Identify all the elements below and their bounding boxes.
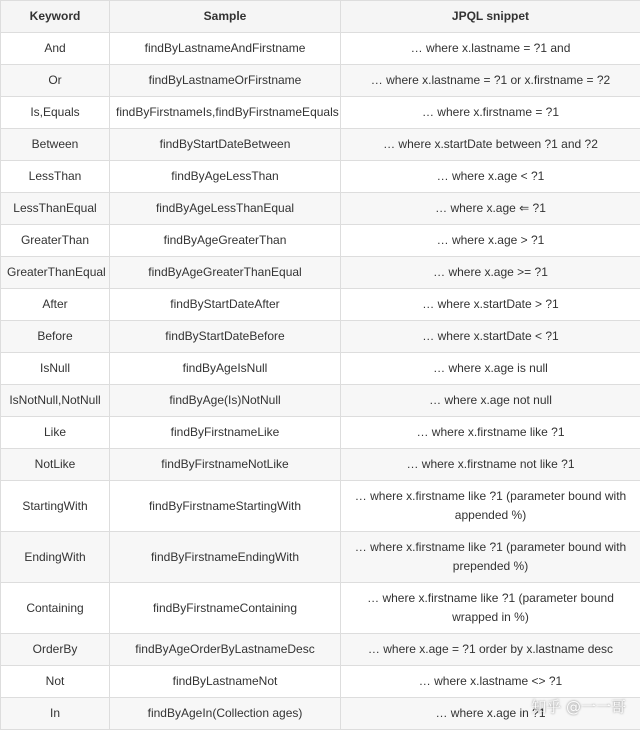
jpql-cell: … where x.age is null xyxy=(341,353,640,385)
jpql-cell: … where x.age ⇐ ?1 xyxy=(341,193,640,225)
jpql-cell: … where x.age = ?1 order by x.lastname desc xyxy=(341,634,640,666)
header-jpql: JPQL snippet xyxy=(341,1,640,33)
keyword-cell: NotLike xyxy=(1,449,110,481)
keyword-cell: Is,Equals xyxy=(1,97,110,129)
keyword-cell: GreaterThanEqual xyxy=(1,257,110,289)
keyword-cell: Containing xyxy=(1,583,110,634)
header-sample: Sample xyxy=(110,1,341,33)
jpql-cell: … where x.firstname not like ?1 xyxy=(341,449,640,481)
table-row xyxy=(1,666,640,698)
keyword-cell: Not xyxy=(1,666,110,698)
keyword-cell: Before xyxy=(1,321,110,353)
sample-cell: findByAgeGreaterThanEqual xyxy=(110,257,341,289)
sample-cell: findByFirstnameEndingWith xyxy=(110,532,341,583)
table-row xyxy=(1,532,640,583)
sample-cell: findByFirstnameContaining xyxy=(110,583,341,634)
table-row xyxy=(1,33,640,65)
table-row xyxy=(1,417,640,449)
table-row xyxy=(1,321,640,353)
jpql-cell: … where x.firstname like ?1 (parameter bound wrapped in %) xyxy=(341,583,640,634)
keyword-cell: LessThan xyxy=(1,161,110,193)
keyword-cell: GreaterThan xyxy=(1,225,110,257)
keyword-cell: Like xyxy=(1,417,110,449)
jpql-cell: … where x.startDate > ?1 xyxy=(341,289,640,321)
keyword-cell: In xyxy=(1,698,110,730)
keyword-cell: OrderBy xyxy=(1,634,110,666)
sample-cell: findByLastnameOrFirstname xyxy=(110,65,341,97)
table-header-row xyxy=(1,1,640,33)
keyword-cell: EndingWith xyxy=(1,532,110,583)
jpql-cell: … where x.age not null xyxy=(341,385,640,417)
jpql-cell: … where x.startDate < ?1 xyxy=(341,321,640,353)
table-row xyxy=(1,129,640,161)
table-row xyxy=(1,97,640,129)
table-row xyxy=(1,583,640,634)
table-row xyxy=(1,289,640,321)
sample-cell: findByAgeOrderByLastnameDesc xyxy=(110,634,341,666)
table-row xyxy=(1,257,640,289)
keyword-cell: After xyxy=(1,289,110,321)
keyword-cell: StartingWith xyxy=(1,481,110,532)
sample-cell: findByAge(Is)NotNull xyxy=(110,385,341,417)
sample-cell: findByAgeGreaterThan xyxy=(110,225,341,257)
sample-cell: findByFirstnameLike xyxy=(110,417,341,449)
table-row xyxy=(1,225,640,257)
jpql-cell: … where x.lastname <> ?1 xyxy=(341,666,640,698)
table-row xyxy=(1,698,640,730)
keyword-cell: Or xyxy=(1,65,110,97)
sample-cell: findByStartDateBetween xyxy=(110,129,341,161)
table-row xyxy=(1,193,640,225)
sample-cell: findByFirstnameNotLike xyxy=(110,449,341,481)
table-row xyxy=(1,481,640,532)
zhihu-watermark: 知乎 @一一哥 xyxy=(531,698,626,716)
jpql-cell: … where x.firstname like ?1 (parameter bound with appended %) xyxy=(341,481,640,532)
keyword-cell: IsNotNull,NotNull xyxy=(1,385,110,417)
keyword-cell: IsNull xyxy=(1,353,110,385)
sample-cell: findByAgeLessThanEqual xyxy=(110,193,341,225)
table-row xyxy=(1,385,640,417)
jpql-cell: … where x.lastname = ?1 and xyxy=(341,33,640,65)
sample-cell: findByAgeIsNull xyxy=(110,353,341,385)
sample-cell: findByLastnameAndFirstname xyxy=(110,33,341,65)
sample-cell: findByLastnameNot xyxy=(110,666,341,698)
sample-cell: findByFirstnameStartingWith xyxy=(110,481,341,532)
jpql-cell: … where x.age > ?1 xyxy=(341,225,640,257)
jpql-cell: … where x.lastname = ?1 or x.firstname = ?2 xyxy=(341,65,640,97)
jpql-cell: … where x.startDate between ?1 and ?2 xyxy=(341,129,640,161)
jpql-cell: … where x.age < ?1 xyxy=(341,161,640,193)
sample-cell: findByAgeLessThan xyxy=(110,161,341,193)
sample-cell: findByAgeIn(Collection ages) xyxy=(110,698,341,730)
sample-cell: findByStartDateAfter xyxy=(110,289,341,321)
jpql-cell: … where x.firstname like ?1 (parameter bound with prepended %) xyxy=(341,532,640,583)
keyword-cell: Between xyxy=(1,129,110,161)
keyword-cell: LessThanEqual xyxy=(1,193,110,225)
table-row xyxy=(1,161,640,193)
table-row xyxy=(1,634,640,666)
jpql-cell: … where x.age in ?1 xyxy=(341,698,640,730)
jpql-cell: … where x.firstname = ?1 xyxy=(341,97,640,129)
sample-cell: findByStartDateBefore xyxy=(110,321,341,353)
table-row xyxy=(1,65,640,97)
table-row xyxy=(1,353,640,385)
header-keyword: Keyword xyxy=(1,1,110,33)
jpql-cell: … where x.firstname like ?1 xyxy=(341,417,640,449)
jpql-cell: … where x.age >= ?1 xyxy=(341,257,640,289)
table-row xyxy=(1,449,640,481)
sample-cell: findByFirstnameIs,findByFirstnameEquals xyxy=(110,97,341,129)
keyword-cell: And xyxy=(1,33,110,65)
